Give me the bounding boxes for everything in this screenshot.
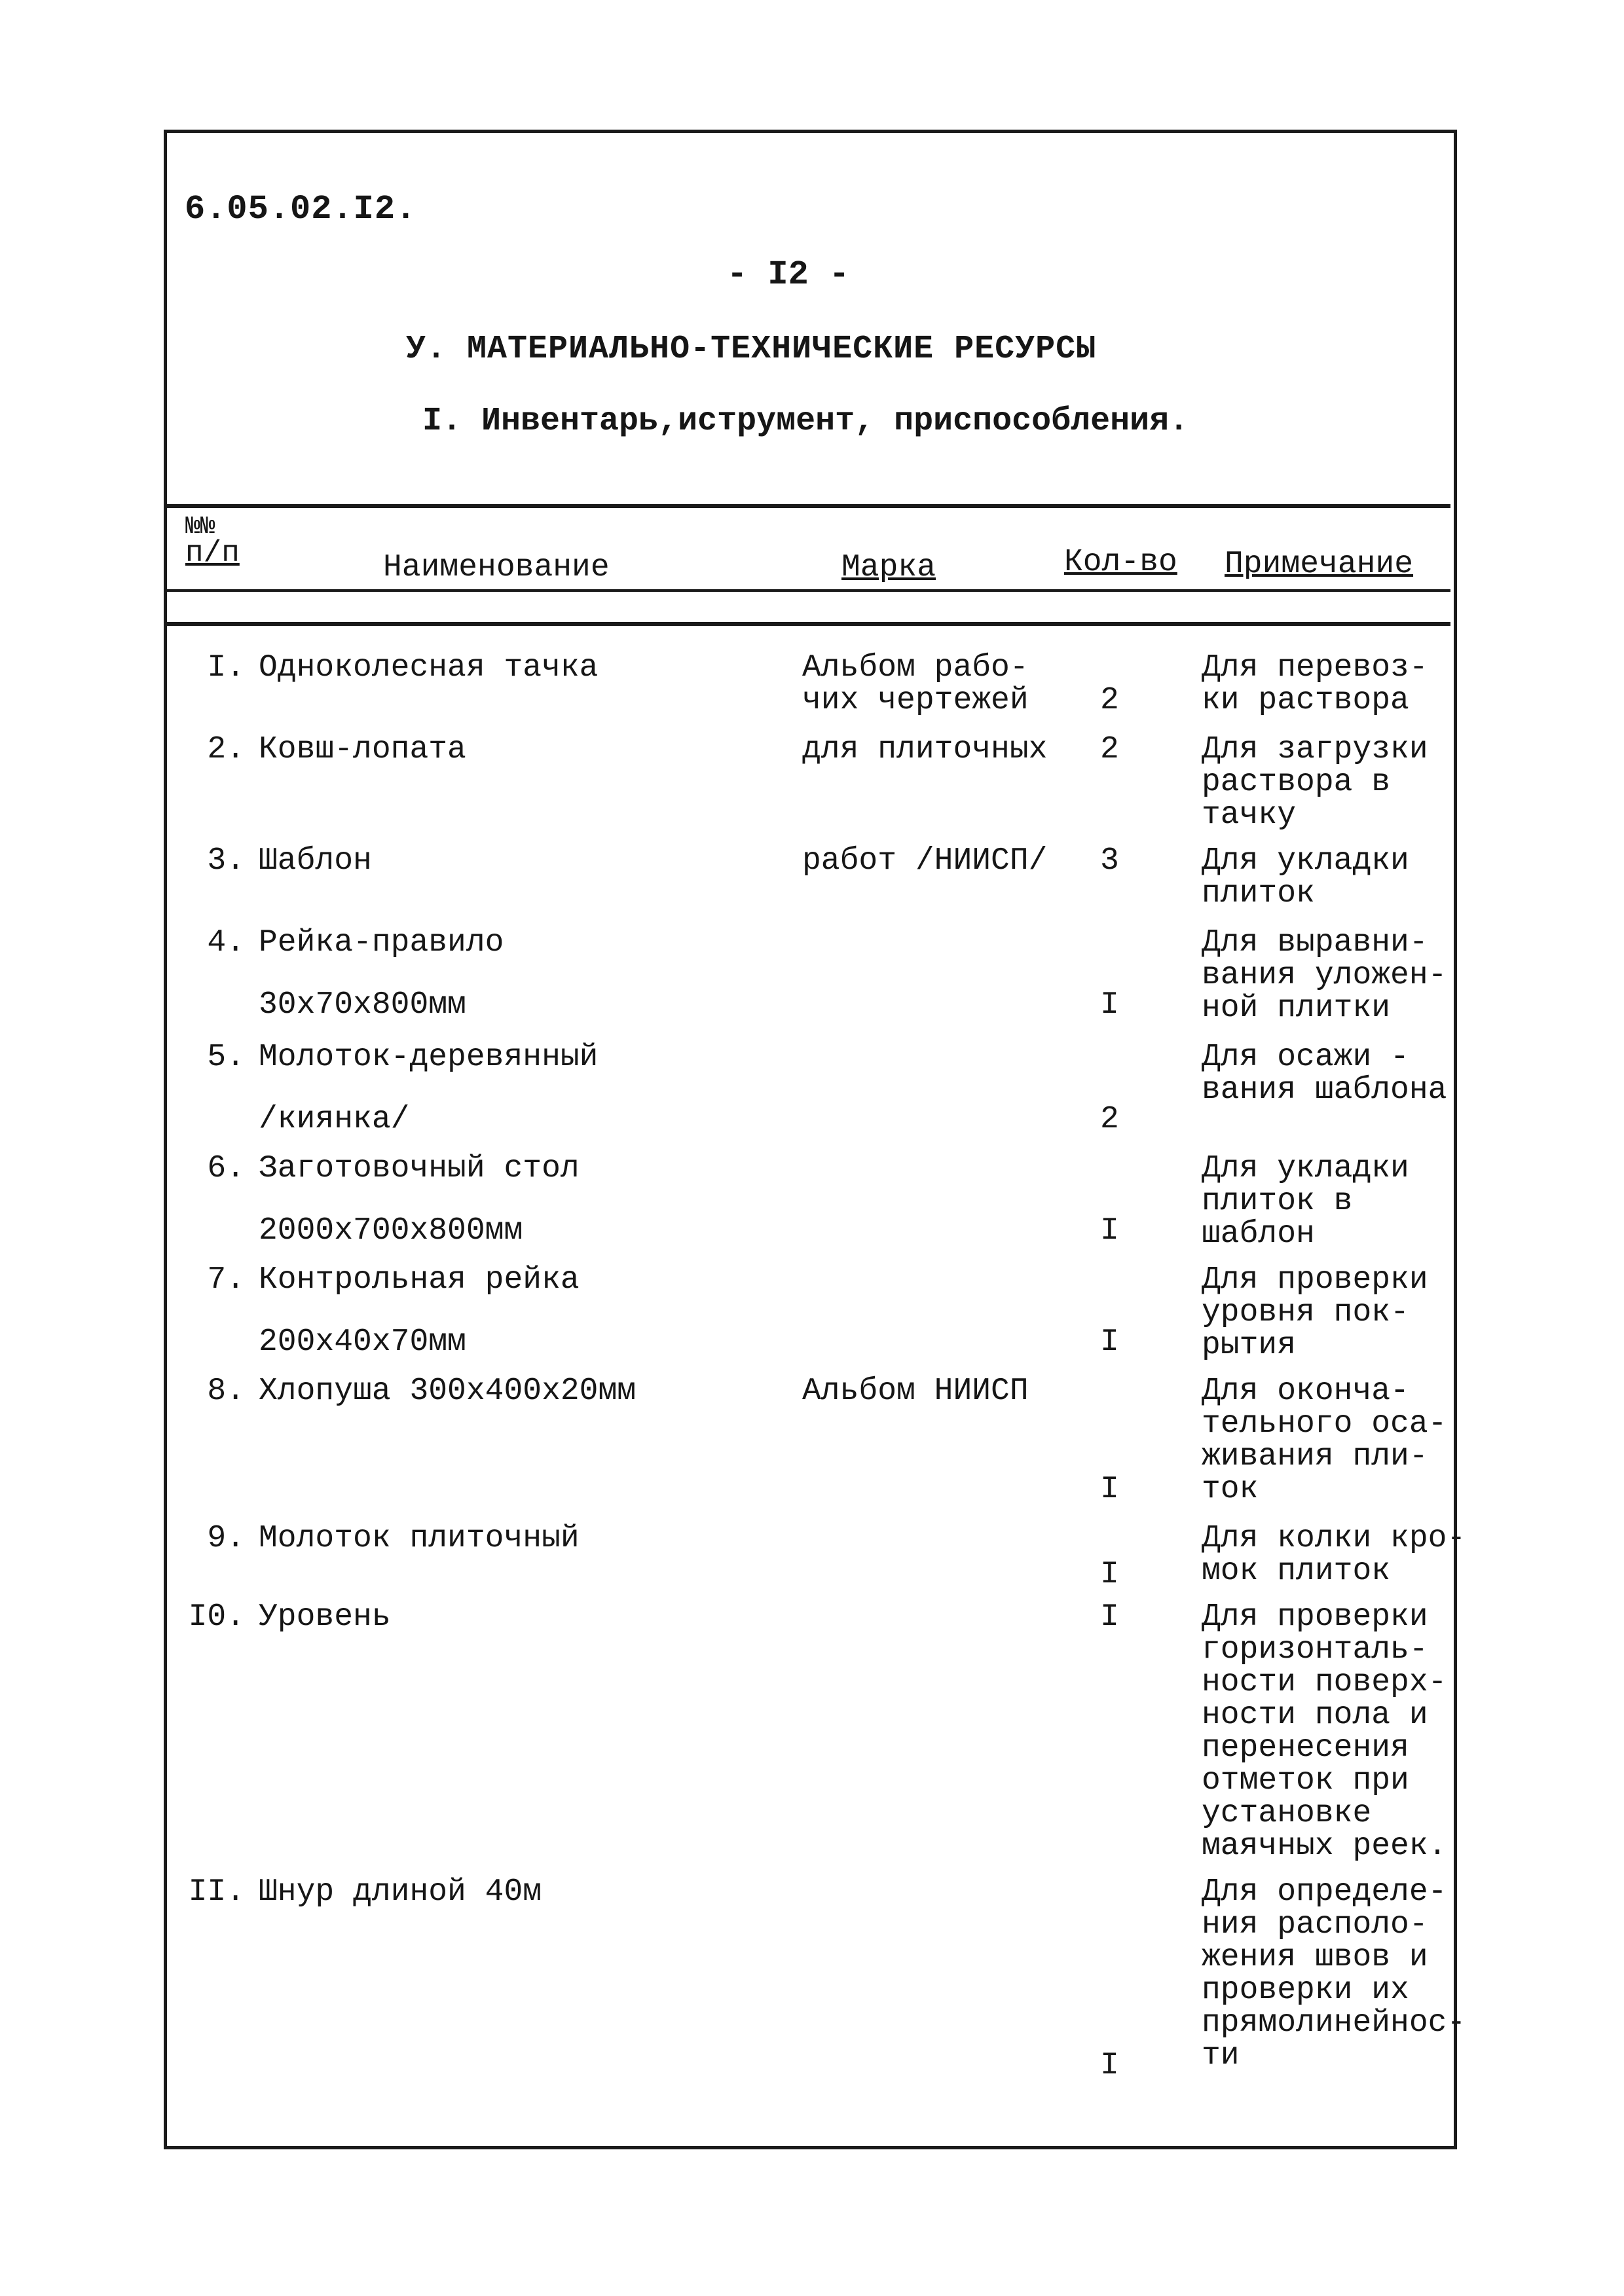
item-note: Для перевоз- ки раствора (1202, 650, 1428, 718)
item-quantity: 2 (1100, 1102, 1119, 1137)
column-header-note: Примечание (1225, 547, 1414, 582)
row-number: II. (188, 1874, 245, 1910)
row-number: 9. (207, 1521, 245, 1556)
item-mark: для плиточных (802, 732, 1048, 767)
item-dimensions: 30х70х800мм (259, 987, 466, 1023)
row-number: 6. (207, 1151, 245, 1186)
item-mark: Альбом НИИСП (802, 1374, 1029, 1409)
item-quantity: 2 (1100, 683, 1119, 718)
item-name: Ковш-лопата (259, 732, 466, 767)
item-name: Хлопуша 300х400х20мм (259, 1374, 637, 1409)
row-number: 4. (207, 925, 245, 960)
item-note: Для определе- ния располо- жения швов и проверки их прямолинейнос- ти (1202, 1874, 1466, 2073)
item-note: Для выравни- вания уложен- ной плитки (1202, 925, 1447, 1026)
item-note: Для укладки плиток в шаблон (1202, 1151, 1409, 1252)
item-note: Для осажи - вания шаблона (1202, 1040, 1447, 1108)
item-dimensions: /киянка/ (259, 1102, 410, 1137)
item-note: Для проверки горизонталь- ности поверх- ности пола и перенесения отметок при установке маячных реек. (1202, 1599, 1447, 1864)
item-name: Заготовочный стол (259, 1151, 580, 1186)
item-note: Для загрузки раствора в тачку (1202, 732, 1428, 833)
item-mark: Альбом рабо- чих чертежей (802, 650, 1029, 718)
page-number: - I2 - (727, 255, 850, 294)
row-number: I0. (188, 1599, 245, 1635)
subsection-title: I. Инвентарь,иструмент, приспособления. (422, 403, 1189, 440)
row-number: 7. (207, 1262, 245, 1298)
item-note: Для проверки уровня пок- рытия (1202, 1262, 1428, 1363)
item-note: Для колки кро- мок плиток (1202, 1521, 1466, 1589)
item-note: Для укладки плиток (1202, 843, 1409, 911)
item-name: Рейка-правило (259, 925, 504, 960)
column-header-mark: Марка (841, 550, 936, 585)
item-quantity: I (1100, 987, 1119, 1023)
section-title: У. МАТЕРИАЛЬНО-ТЕХНИЧЕСКИЕ РЕСУРСЫ (406, 331, 1097, 368)
header-underline-rule (167, 589, 1450, 592)
item-dimensions: 200х40х70мм (259, 1324, 466, 1360)
item-quantity: I (1100, 1213, 1119, 1248)
item-dimensions: 2000х700х800мм (259, 1213, 523, 1248)
row-number: 8. (207, 1374, 245, 1409)
item-name: Молоток плиточный (259, 1521, 580, 1556)
row-number: 2. (207, 732, 245, 767)
item-name: Одноколесная тачка (259, 650, 599, 685)
table-top-rule (167, 504, 1450, 508)
item-quantity: I (1100, 1557, 1119, 1592)
column-header-qty: Кол-во (1064, 545, 1177, 580)
item-name: Контрольная рейка (259, 1262, 580, 1298)
header-bottom-rule (167, 622, 1450, 626)
row-number: I. (207, 650, 245, 685)
column-header-name: Наименование (383, 550, 610, 585)
row-number: 3. (207, 843, 245, 879)
column-header-number-line2: п/п (185, 536, 240, 570)
item-mark: работ /НИИСП/ (802, 843, 1048, 879)
item-note: Для оконча- тельного оса- живания пли- ток (1202, 1374, 1447, 1507)
item-name: Уровень (259, 1599, 391, 1635)
item-quantity: I (1100, 2048, 1119, 2083)
column-header-number-line1: №№ (185, 513, 215, 541)
item-quantity: I (1100, 1472, 1119, 1507)
item-name: Молоток-деревянный (259, 1040, 599, 1075)
column-header-number (185, 513, 240, 570)
item-name: Шаблон (259, 843, 372, 879)
item-quantity: I (1100, 1324, 1119, 1360)
item-quantity: I (1100, 1599, 1119, 1635)
row-number: 5. (207, 1040, 245, 1075)
item-name: Шнур длиной 40м (259, 1874, 542, 1910)
document-code: 6.05.02.I2. (185, 190, 417, 228)
item-quantity: 3 (1100, 843, 1119, 879)
item-quantity: 2 (1100, 732, 1119, 767)
